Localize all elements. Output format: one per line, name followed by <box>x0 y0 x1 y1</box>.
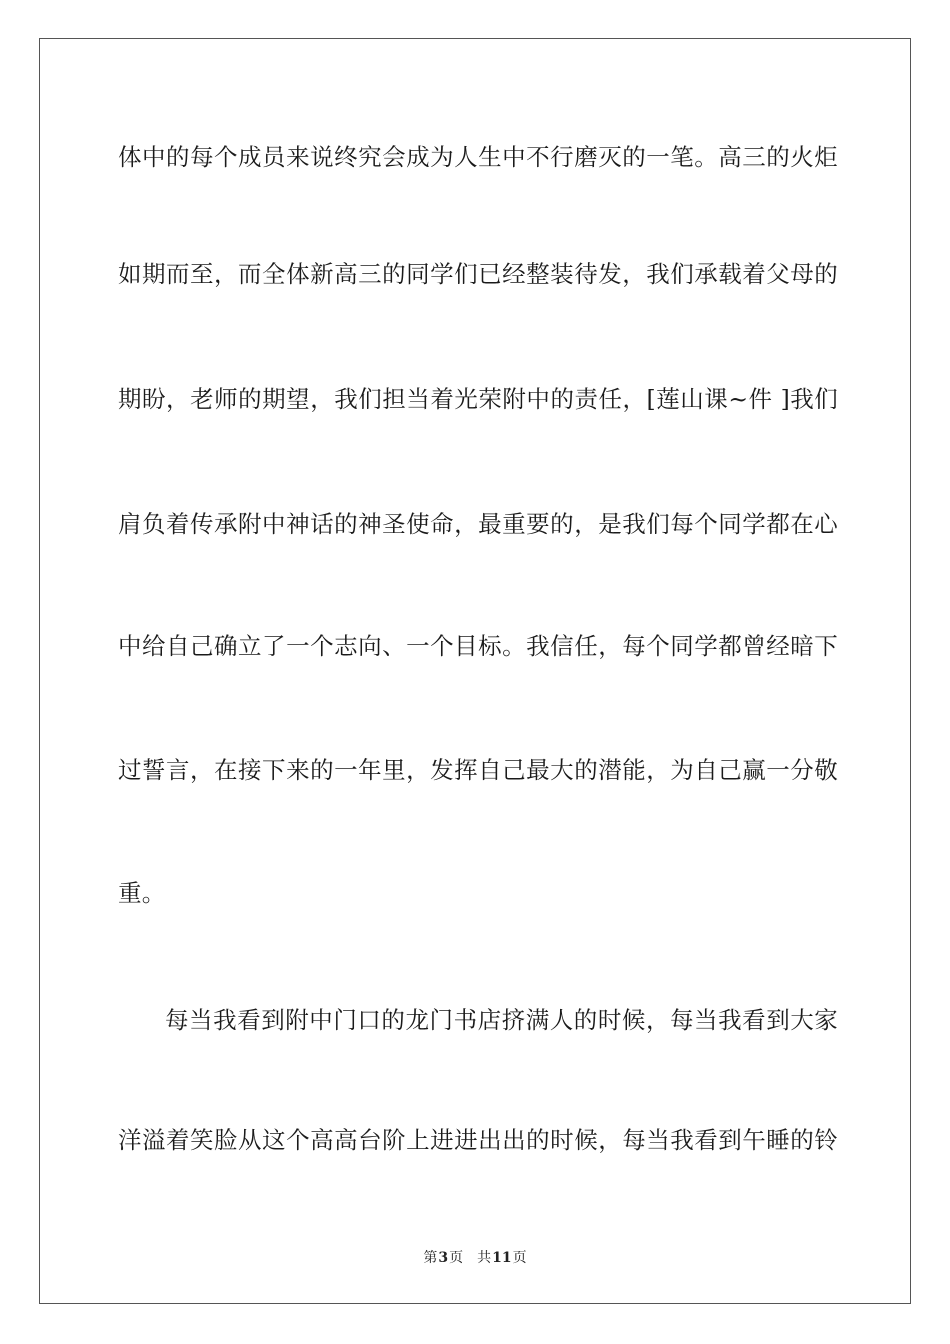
total-page-number: 11 <box>492 1250 512 1266</box>
total-prefix: 共 <box>477 1250 492 1266</box>
page-suffix: 页 <box>449 1250 464 1266</box>
paragraph-line: 每当我看到附中门口的龙门书店挤满人的时候，每当我看到大家 <box>165 1006 838 1034</box>
paragraph-line: 重。 <box>118 879 166 907</box>
paragraph-line: 如期而至，而全体新高三的同学们已经整装待发，我们承载着父母的 <box>118 260 838 288</box>
paragraph-line: 体中的每个成员来说终究会成为人生中不行磨灭的一笔。高三的火炬 <box>118 143 838 171</box>
paragraph-line: 过誓言，在接下来的一年里，发挥自己最大的潜能，为自己赢一分敬 <box>118 756 838 784</box>
paragraph-line: 肩负着传承附中神话的神圣使命，最重要的，是我们每个同学都在心 <box>118 510 838 538</box>
paragraph-line: 期盼，老师的期望，我们担当着光荣附中的责任，[莲山课~件 ]我们 <box>118 385 838 413</box>
current-page-number: 3 <box>438 1250 449 1266</box>
paragraph-line: 洋溢着笑脸从这个高高台阶上进进出出的时候，每当我看到午睡的铃 <box>118 1126 838 1154</box>
paragraph-line: 中给自己确立了一个志向、一个目标。我信任，每个同学都曾经暗下 <box>118 632 838 660</box>
page-footer <box>0 1248 950 1268</box>
total-suffix: 页 <box>512 1250 527 1266</box>
page-border <box>39 38 911 1304</box>
page-prefix: 第 <box>423 1250 438 1266</box>
